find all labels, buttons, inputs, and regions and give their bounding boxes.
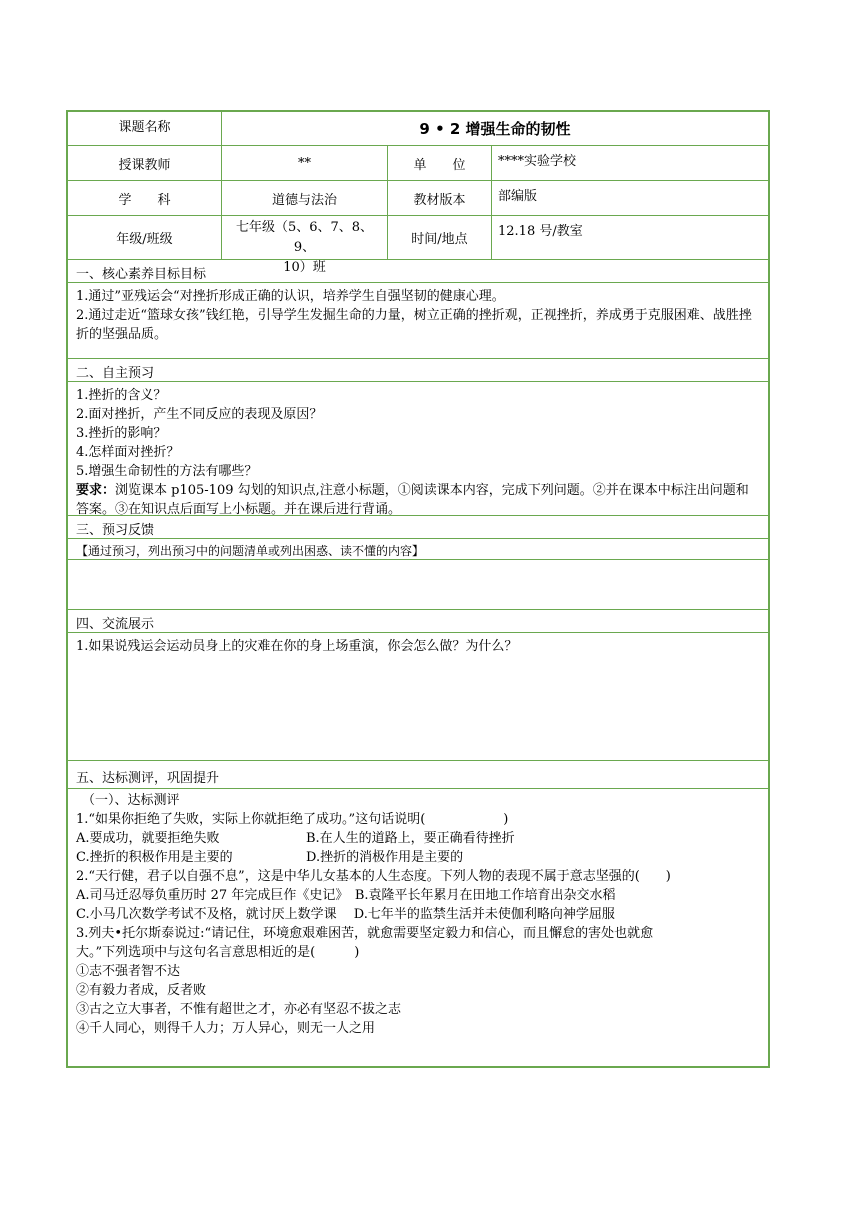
quiz-question-1: 1.“如果你拒绝了失败，实际上你就拒绝了成功。”这句话说明( ) — [76, 812, 509, 827]
objective-1: 1.通过”亚残运会“对挫折形成正确的认识，培养学生自强坚韧的健康心理。 — [76, 289, 505, 304]
preview-question: 5.增强生命韧性的方法有哪些？ — [76, 464, 258, 479]
teacher-value-cell — [222, 146, 388, 180]
requirement-text: 浏览课本 p105-109 勾划的知识点,注意小标题，①阅读课本内容，完成下列问题。②并在课本中标注出问题和答案。③在知识点后面写上小标题。并在课后进行背诵。 — [76, 483, 749, 517]
time-value: 12.18 号/教室 — [498, 224, 583, 239]
course-label: 课题名称 — [118, 120, 171, 135]
quiz-q1-option-d: D.挫折的消极作用是主要的 — [306, 850, 464, 865]
section4-title: 四、交流展示 — [76, 617, 155, 632]
section5-subheading: （一）、达标测评 — [82, 793, 180, 808]
preview-question: 2.面对挫折，产生不同反应的表现及原因？ — [76, 407, 323, 422]
subject-value-cell — [222, 181, 388, 215]
course-title: 9 • 2 增强生命的韧性 — [419, 120, 571, 138]
preview-question: 3.挫折的影响？ — [76, 426, 167, 441]
course-label-cell — [68, 112, 222, 145]
subject-value: 道德与法治 — [271, 192, 337, 208]
time-label: 时间/地点 — [411, 232, 468, 247]
quiz-question-3-line1: 3.列夫•托尔斯泰说过:“请记住，环境愈艰难困苦，就愈需要坚定毅力和信心，而且懈怠的害处也就愈 — [76, 926, 654, 941]
unit-value-cell — [492, 146, 768, 180]
section1-title: 一、核心素养目标目标 — [76, 267, 207, 282]
section5-heading — [68, 761, 768, 789]
quiz-question-3-line2: 大。”下列选项中与这句名言意思相近的是( ) — [76, 945, 360, 960]
unit-label-cell — [388, 146, 492, 180]
section4-body — [68, 633, 768, 761]
quiz-q3-option: ④千人同心，则得千人力；万人异心，则无一人之用 — [76, 1021, 376, 1036]
unit-label: 单 位 — [413, 157, 466, 173]
preview-question: 4.怎样面对挫折？ — [76, 445, 180, 460]
discussion-question: 1.如果说残运会运动员身上的灾难在你的身上场重演，你会怎么做？为什么？ — [76, 639, 518, 654]
section3-note: 【通过预习，列出预习中的问题清单或列出困惑、读不懂的内容】 — [76, 544, 425, 558]
quiz-q3-option: ①志不强者智不达 — [76, 964, 181, 979]
section3-heading — [68, 516, 768, 539]
objective-2: 2.通过走近“篮球女孩”钱红艳，引导学生发掘生命的力量，树立正确的挫折观，正视挫折，养成勇于克服困难、战胜挫折的坚强品质。 — [76, 308, 752, 342]
time-value-cell — [492, 216, 768, 259]
section3-note-row — [68, 539, 768, 560]
quiz-q3-option: ③古之立大事者，不惟有超世之才，亦必有坚忍不拔之志 — [76, 1002, 402, 1017]
grade-label-cell — [68, 216, 222, 259]
row-subject — [68, 181, 768, 216]
quiz-q2-options-ab: A.司马迁忍辱负重历时 27 年完成巨作《史记》 B.袁隆平长年累月在田地工作培育出杂交水稻 — [76, 888, 616, 903]
quiz-q1-option-c: C.挫折的积极作用是主要的 — [76, 850, 233, 865]
edition-value-cell — [492, 181, 768, 215]
section5-body — [68, 789, 768, 1066]
row-course — [68, 112, 768, 146]
quiz-q3-option: ②有毅力者成，反者败 — [76, 983, 207, 998]
section4-heading — [68, 610, 768, 633]
grade-value-cell — [222, 216, 388, 275]
section5-title: 五、达标测评，巩固提升 — [76, 771, 220, 786]
requirement — [76, 481, 760, 519]
quiz-q1-option-b: B.在人生的道路上，要正确看待挫折 — [306, 831, 515, 846]
grade-value-line2: 10）班 — [283, 260, 326, 275]
section2-body — [68, 382, 768, 516]
section1-heading — [68, 260, 768, 283]
section3-answer-area — [68, 560, 768, 610]
subject-label: 学 科 — [118, 192, 171, 208]
grade-label: 年级/班级 — [116, 232, 173, 247]
teacher-label: 授课教师 — [118, 157, 171, 173]
section1-body — [68, 283, 768, 359]
course-value-cell — [222, 112, 768, 145]
unit-value: ****实验学校 — [498, 154, 577, 169]
edition-value: 部编版 — [498, 189, 538, 204]
lesson-plan-table — [66, 110, 770, 1068]
row-teacher — [68, 146, 768, 181]
section2-title: 二、自主预习 — [76, 366, 155, 381]
quiz-q1-options-cd — [76, 848, 760, 867]
quiz-q1-options-ab — [76, 829, 760, 848]
section2-heading — [68, 359, 768, 382]
teacher-value: ** — [298, 155, 311, 171]
quiz-q1-option-a: A.要成功，就要拒绝失败 — [76, 831, 220, 846]
subject-label-cell — [68, 181, 222, 215]
preview-question: 1.挫折的含义？ — [76, 388, 167, 403]
section3-title: 三、预习反馈 — [76, 523, 155, 538]
teacher-label-cell — [68, 146, 222, 180]
quiz-question-2: 2.“天行健，君子以自强不息”，这是中华儿女基本的人生态度。下列人物的表现不属于意志坚强的( ) — [76, 869, 671, 884]
edition-label: 教材版本 — [413, 192, 466, 208]
edition-label-cell — [388, 181, 492, 215]
grade-value-line1: 七年级（5、6、7、8、9、 — [235, 220, 374, 255]
time-label-cell — [388, 216, 492, 259]
quiz-q2-options-cd: C.小马几次数学考试不及格，就讨厌上数学课 D.七年半的监禁生活并未使伽利略向神学屈服 — [76, 907, 615, 922]
requirement-label: 要求： — [76, 483, 116, 498]
